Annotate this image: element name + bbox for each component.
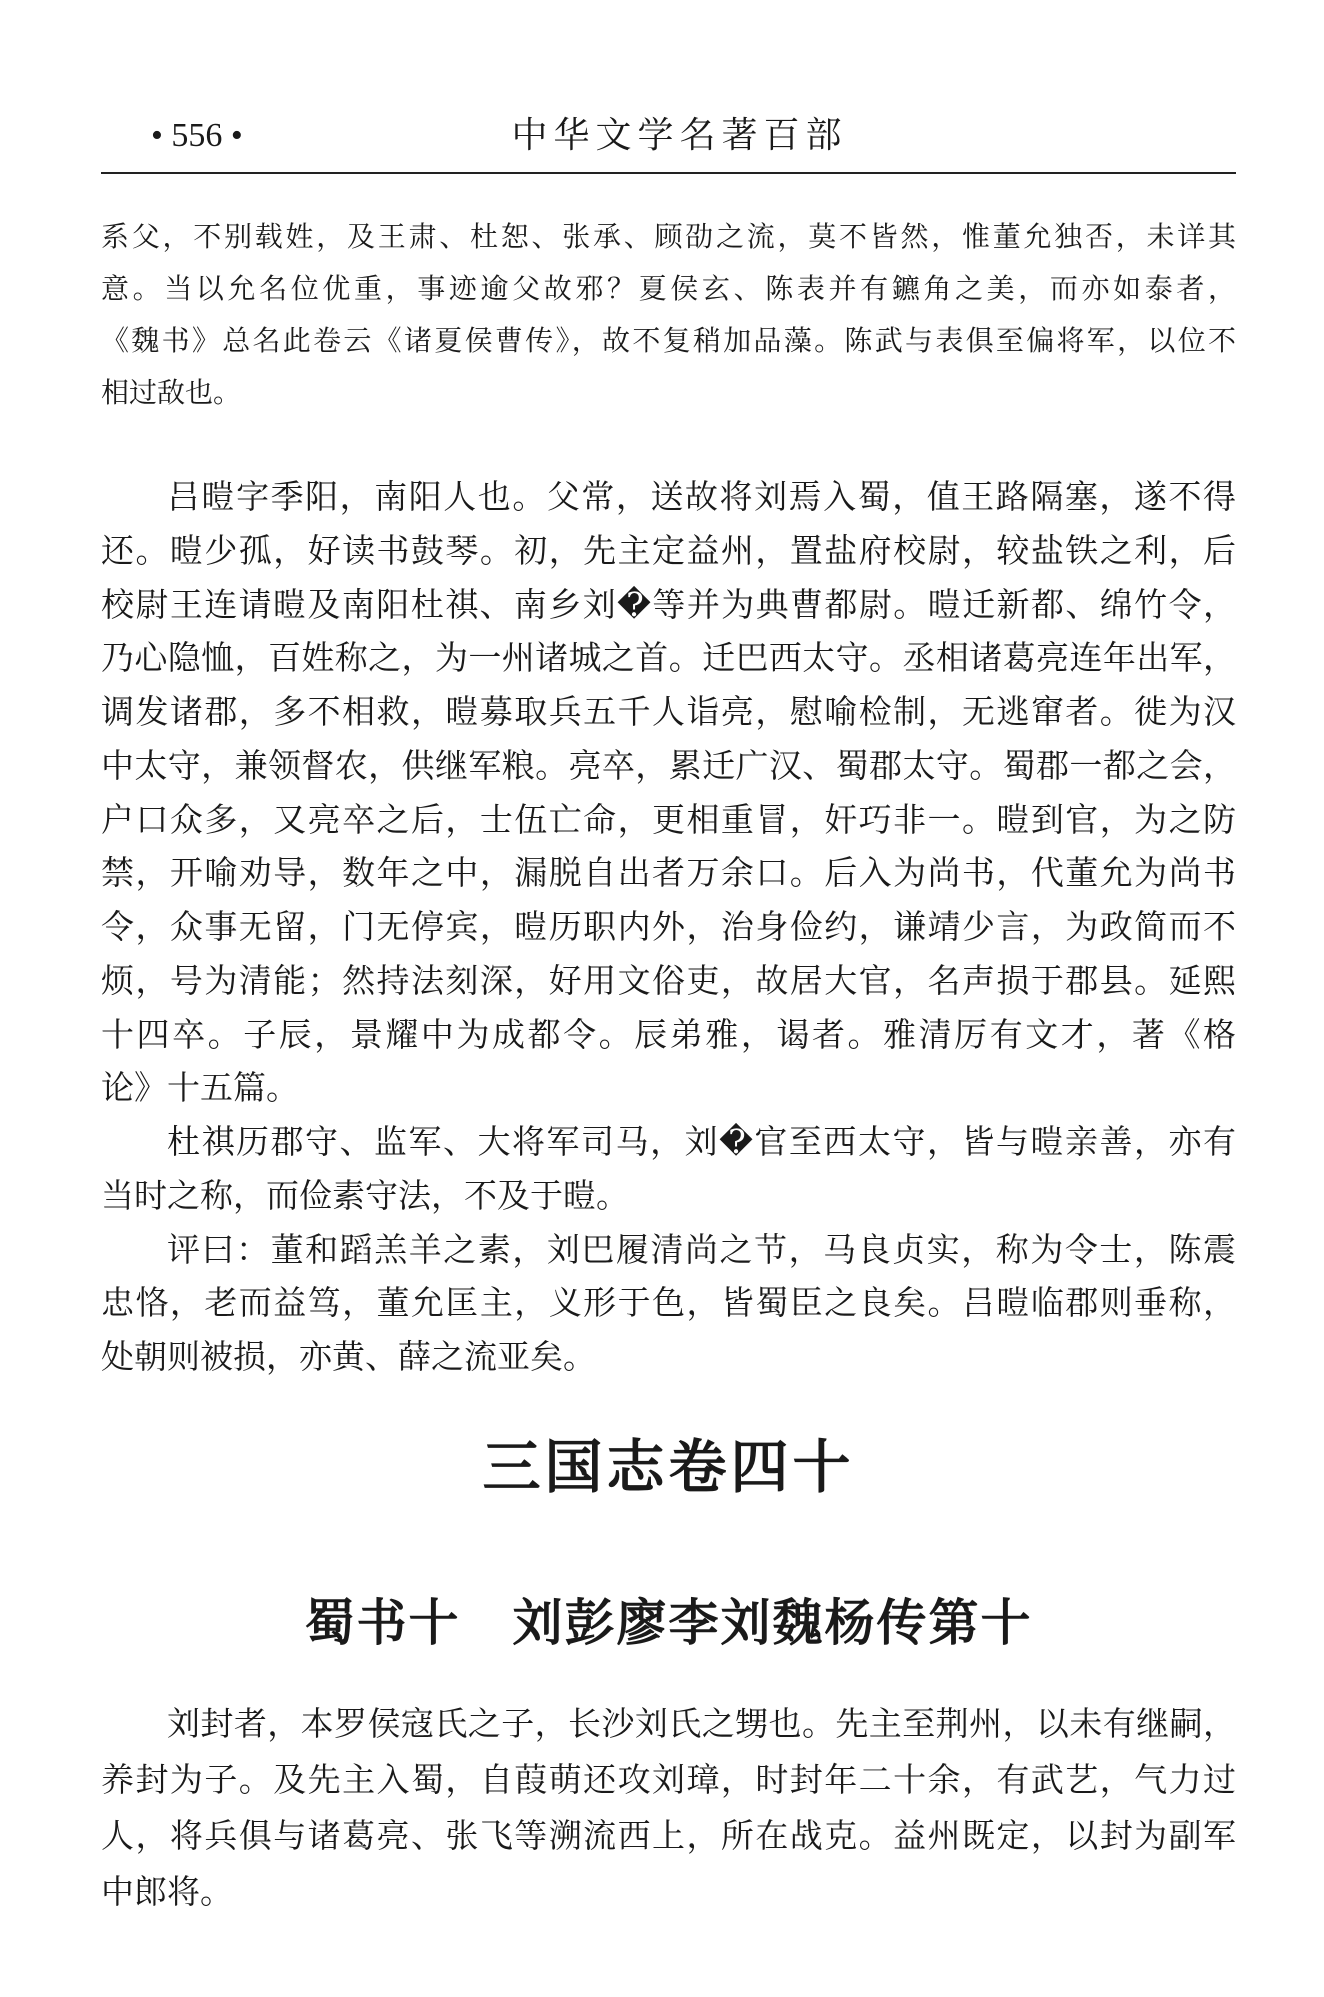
chapter-heading: 蜀书十 刘彭廖李刘魏杨传第十	[304, 1594, 1033, 1652]
volume-heading: 三国志卷四十	[482, 1433, 855, 1501]
text-line: 忠恪，老而益笃，董允匡主，义形于色，皆蜀臣之良矣。吕暟临郡则垂称，	[101, 1283, 1236, 1323]
text-line: 还。暟少孤，好读书鼓琴。初，先主定益州，置盐府校尉，较盐铁之利，后	[101, 530, 1236, 570]
text-line: 吕暟字季阳，南阳人也。父常，送故将刘焉入蜀，值王路隔塞，遂不得	[167, 477, 1236, 516]
paragraph	[101, 1115, 1236, 1223]
text-line: 相过敌也。	[101, 376, 242, 409]
text-line: 乃心隐恤，百姓称之，为一州诸城之首。迁巴西太守。丞相诸葛亮连年出军，	[101, 638, 1236, 678]
text-line: 论》十五篇。	[101, 1068, 299, 1108]
text-line: 烦，号为清能；然持法刻深，好用文俗吏，故居大官，名声损于郡县。延熙	[101, 960, 1236, 1000]
appraisal-paragraph	[101, 1223, 1236, 1384]
text-line: 户口众多，又亮卒之后，士伍亡命，更相重冒，奸巧非一。暟到官，为之防	[101, 799, 1236, 839]
header-rule	[101, 172, 1236, 174]
text-line: 当时之称，而俭素守法，不及于暟。	[101, 1175, 629, 1215]
page-number: • 556 •	[151, 117, 243, 154]
text-line: 意。当以允名位优重，事迹逾父故邪？夏侯玄、陈表并有鑣角之美，而亦如泰者，	[101, 272, 1236, 305]
text-line: 人，将兵俱与诸葛亮、张飞等溯流西上，所在战克。益州既定，以封为副军	[101, 1816, 1236, 1855]
biography-liu-feng	[101, 1696, 1236, 1920]
series-title: 中华文学名著百部	[511, 115, 848, 156]
text-line: 处朝则被损，亦黄、薛之流亚矣。	[101, 1337, 596, 1376]
text-line: 《魏书》总名此卷云《诸夏侯曹传》，故不复稍加品藻。陈武与表俱至偏将军，以位不	[101, 324, 1236, 357]
text-line: 调发诸郡，多不相救，暟募取兵五千人诣亮，慰喻检制，无逃窜者。徙为汉	[101, 692, 1236, 731]
text-line: 刘封者，本罗侯寇氏之子，长沙刘氏之甥也。先主至荆州，以未有继嗣，	[167, 1704, 1236, 1743]
text-line: 禁，开喻劝导，数年之中，漏脱自出者万余口。后入为尚书，代董允为尚书	[101, 853, 1236, 893]
text-line: 令，众事无留，门无停宾，暟历职内外，治身俭约，谦靖少言，为政简而不	[101, 907, 1236, 946]
text-line: 中郎将。	[101, 1872, 233, 1911]
text-line: 杜祺历郡守、监军、大将军司马，刘�官至西太守，皆与暟亲善，亦有	[167, 1122, 1236, 1161]
text-line: 养封为子。及先主入蜀，自葭萌还攻刘璋，时封年二十余，有武艺，气力过	[101, 1760, 1236, 1799]
text-line: 中太守，兼领督农，供继军粮。亮卒，累迁广汉、蜀郡太守。蜀郡一都之会，	[101, 745, 1236, 785]
text-line: 校尉王连请暟及南阳杜祺、南乡刘�等并为典曹都尉。暟迁新都、绵竹令，	[101, 584, 1236, 624]
biography-lu	[101, 470, 1236, 1384]
paragraph	[101, 470, 1236, 1115]
text-line: 系父，不别载姓，及王肃、杜恕、张承、顾劭之流，莫不皆然，惟董允独否，未详其	[101, 220, 1236, 253]
commentary-note	[101, 211, 1236, 419]
text-line: 十四卒。子辰，景耀中为成都令。辰弟雅，谒者。雅清厉有文才，著《格	[101, 1014, 1236, 1054]
text-line: 评曰：董和蹈羔羊之素，刘巴履清尚之节，马良贞实，称为令士，陈震	[167, 1229, 1236, 1269]
